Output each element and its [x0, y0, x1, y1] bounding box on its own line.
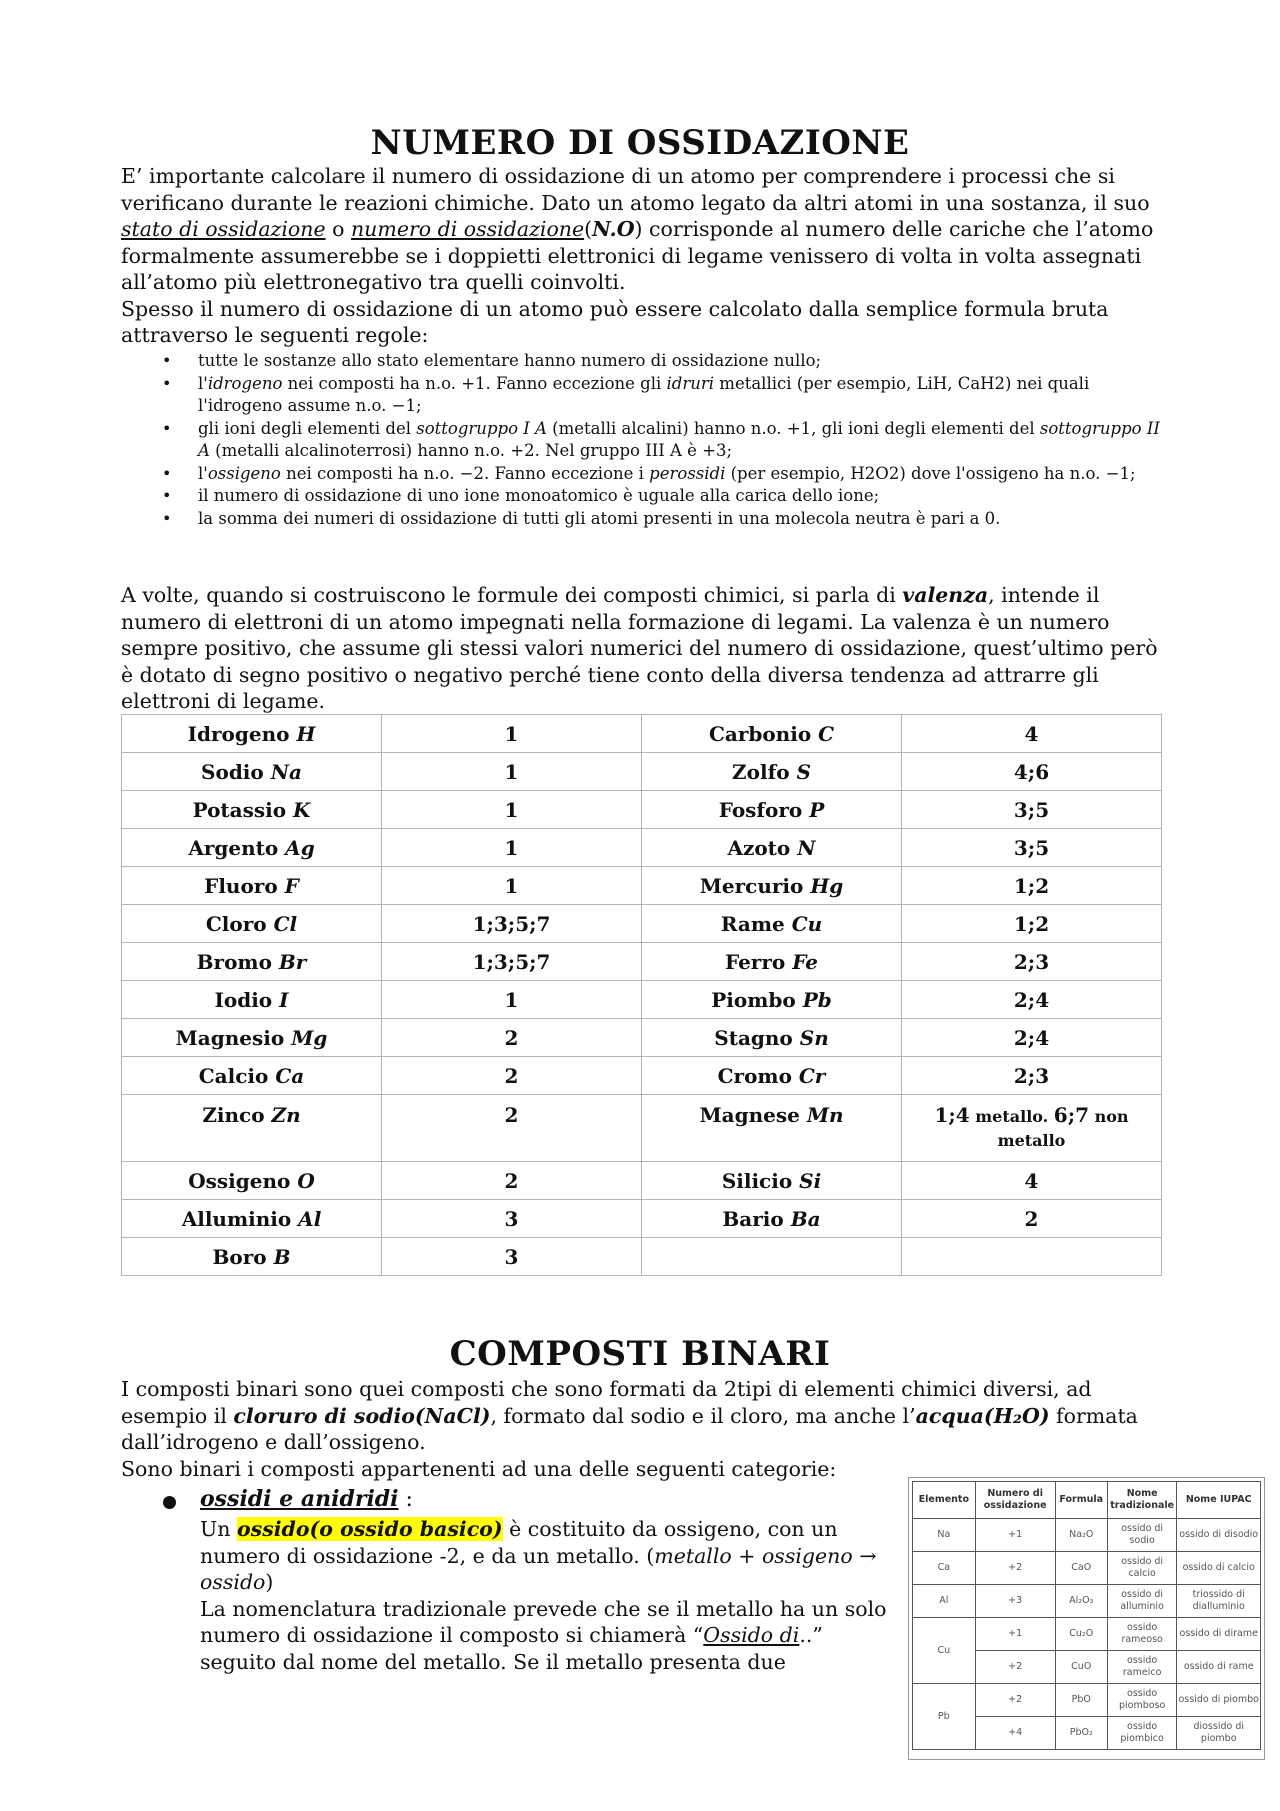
valence-cell: 1: [382, 753, 642, 791]
element-cell: Fluoro F: [122, 867, 382, 905]
categories-intro: Sono binari i composti appartenenti ad una delle seguenti categorie:: [121, 1457, 837, 1481]
table-row: [913, 1519, 1261, 1552]
rules-intro: Spesso il numero di ossidazione di un atomo può essere calcolato dalla semplice formula bruta attraverso le seguenti regole:: [121, 296, 1109, 347]
valence-cell: 2: [382, 1019, 642, 1057]
cell-formula: Al₂O₃: [1055, 1585, 1107, 1618]
cell-element: Cu: [913, 1618, 976, 1684]
element-cell: Piombo Pb: [642, 981, 902, 1019]
cell-trad-name: ossido di sodio: [1107, 1519, 1177, 1552]
valence-cell: 3;5: [902, 829, 1162, 867]
rule-item: • il numero di ossidazione di uno ione monoatomico è uguale alla carica dello ione;: [160, 485, 1170, 508]
table-row: [122, 905, 1162, 943]
valence-cell: 1: [382, 981, 642, 1019]
cell-iupac-name: diossido di piombo: [1177, 1717, 1261, 1750]
cell-ox-number: +2: [975, 1651, 1055, 1684]
table-row: [122, 1200, 1162, 1238]
table-row: [122, 1057, 1162, 1095]
element-cell: Bario Ba: [642, 1200, 902, 1238]
cell-ox-number: +1: [975, 1519, 1055, 1552]
valence-cell: 1;4 metallo. 6;7 non metallo: [902, 1095, 1162, 1162]
section-title-binari: COMPOSTI BINARI: [449, 1334, 831, 1374]
cell-formula: CuO: [1055, 1651, 1107, 1684]
cell-formula: CaO: [1055, 1552, 1107, 1585]
table-row: [122, 1019, 1162, 1057]
term-ossido-highlight: ossido(o ossido basico): [237, 1517, 503, 1541]
valence-cell: 1;2: [902, 905, 1162, 943]
element-cell: Azoto N: [642, 829, 902, 867]
cell-ox-number: +1: [975, 1618, 1055, 1651]
table-row: [122, 791, 1162, 829]
element-cell: Sodio Na: [122, 753, 382, 791]
table-row: [122, 1238, 1162, 1276]
valence-cell: 1: [382, 829, 642, 867]
element-cell: Fosforo P: [642, 791, 902, 829]
column-header: Formula: [1055, 1482, 1107, 1519]
element-cell: Zolfo S: [642, 753, 902, 791]
table-row: [122, 867, 1162, 905]
valence-cell: 2: [382, 1057, 642, 1095]
cell-element: Pb: [913, 1684, 976, 1750]
column-header: Nome IUPAC: [1177, 1482, 1261, 1519]
valence-cell: [902, 1238, 1162, 1276]
cell-formula: Na₂O: [1055, 1519, 1107, 1552]
valence-cell: 2;3: [902, 1057, 1162, 1095]
cell-element: Na: [913, 1519, 976, 1552]
table-row: [913, 1585, 1261, 1618]
element-cell: [642, 1238, 902, 1276]
element-cell: Carbonio C: [642, 715, 902, 753]
element-cell: Silicio Si: [642, 1162, 902, 1200]
page-title: NUMERO DI OSSIDAZIONE: [370, 123, 910, 163]
table-row: [913, 1618, 1261, 1651]
term-cloruro-di-sodio: cloruro di sodio(NaCl): [233, 1403, 491, 1428]
valence-cell: 3: [382, 1238, 642, 1276]
binari-paragraph: I composti binari sono quei composti che sono formati da 2tipi di elementi chimici diversi, ad esempio il cloruro di sodio(NaCl), formato dal sodio e il cloro, ma anche l’acqua(H₂O) formata dall’idrogeno e dall’ossigeno.: [121, 1377, 1138, 1454]
element-cell: Ossigeno O: [122, 1162, 382, 1200]
table-row: [122, 943, 1162, 981]
intro-paragraph: E’ importante calcolare il numero di ossidazione di un atomo per comprendere i processi che si verificano durante le reazioni chimiche. Dato un atomo legato da altri atomi in una sostanza, il suo stato di ossidazione o numero di ossidazione(N.O) corrisponde al numero delle cariche che l’atomo formalmente assumerebbe se i doppietti elettronici di legame venissero di volta in volta assegnati all’atomo più elettronegativo tra quelli coinvolti. Spesso il numero di ossidazione di un atomo può essere calcolato dalla semplice formula bruta attraverso le seguenti regole:: [121, 164, 1154, 347]
table-row: [122, 1162, 1162, 1200]
element-cell: Zinco Zn: [122, 1095, 382, 1162]
element-cell: Stagno Sn: [642, 1019, 902, 1057]
cell-trad-name: ossido piomboso: [1107, 1684, 1177, 1717]
valence-cell: 2;3: [902, 943, 1162, 981]
element-cell: Potassio K: [122, 791, 382, 829]
column-header: Elemento: [913, 1482, 976, 1519]
element-cell: Ferro Fe: [642, 943, 902, 981]
cell-iupac-name: ossido di piombo: [1177, 1684, 1261, 1717]
element-cell: Rame Cu: [642, 905, 902, 943]
cell-trad-name: ossido di alluminio: [1107, 1585, 1177, 1618]
term-numero-di-ossidazione: numero di ossidazione: [350, 217, 585, 241]
cell-ox-number: +2: [975, 1684, 1055, 1717]
column-header: Numero di ossidazione: [975, 1482, 1055, 1519]
term-valenza: valenza: [902, 583, 989, 607]
term-stato-di-ossidazione: stato di ossidazione: [121, 217, 326, 241]
element-cell: Calcio Ca: [122, 1057, 382, 1095]
cell-ox-number: +2: [975, 1552, 1055, 1585]
table-row: [122, 1095, 1162, 1162]
valence-cell: 2;4: [902, 1019, 1162, 1057]
cell-iupac-name: ossido di dirame: [1177, 1618, 1261, 1651]
valence-cell: 2: [382, 1095, 642, 1162]
element-cell: Idrogeno H: [122, 715, 382, 753]
cell-element: Ca: [913, 1552, 976, 1585]
term-acqua: acqua(H₂O): [915, 1403, 1050, 1428]
valence-cell: 1: [382, 867, 642, 905]
valence-cell: 2: [902, 1200, 1162, 1238]
table-header-row: [913, 1482, 1261, 1519]
valence-cell: 4: [902, 715, 1162, 753]
element-cell: Bromo Br: [122, 943, 382, 981]
element-cell: Cloro Cl: [122, 905, 382, 943]
valence-cell: 1: [382, 791, 642, 829]
table-row: [122, 829, 1162, 867]
valence-cell: 3: [382, 1200, 642, 1238]
valence-cell: 4: [902, 1162, 1162, 1200]
table-row: [913, 1684, 1261, 1717]
cell-trad-name: ossido rameoso: [1107, 1618, 1177, 1651]
cell-iupac-name: ossido di rame: [1177, 1651, 1261, 1684]
ossido-paragraph: Un ossido(o ossido basico) è costituito da ossigeno, con un numero di ossidazione -2, e da un metallo. (metallo + ossigeno → ossido) La nomenclatura tradizionale prevede che se il metallo ha un solo numero di ossidazione il composto si chiamerà “Ossido di..” seguito dal nome del metallo. Se il metallo presenta due: [200, 1517, 887, 1674]
element-cell: Boro B: [122, 1238, 382, 1276]
bullet-icon: [163, 1496, 176, 1509]
oxide-table: [912, 1481, 1261, 1750]
valence-cell: 1;3;5;7: [382, 943, 642, 981]
rule-item: • la somma dei numeri di ossidazione di tutti gli atomi presenti in una molecola neutra è pari a 0.: [160, 508, 1170, 531]
table-row: [122, 715, 1162, 753]
valence-cell: 1;2: [902, 867, 1162, 905]
table-row: [122, 753, 1162, 791]
cell-trad-name: ossido rameico: [1107, 1651, 1177, 1684]
element-cell: Mercurio Hg: [642, 867, 902, 905]
rule-item: • gli ioni degli elementi del sottogruppo I A (metalli alcalini) hanno n.o. +1, gli ioni degli elementi del sottogruppo II A (metalli alcalinoterrosi) hanno n.o. +2. Nel gruppo III A è +3;: [160, 418, 1170, 463]
valence-cell: 4;6: [902, 753, 1162, 791]
cell-element: Al: [913, 1585, 976, 1618]
element-cell: Cromo Cr: [642, 1057, 902, 1095]
cell-iupac-name: ossido di calcio: [1177, 1552, 1261, 1585]
cell-ox-number: +4: [975, 1717, 1055, 1750]
valence-paragraph: A volte, quando si costruiscono le formule dei composti chimici, si parla di valenza, intende il numero di elettroni di un atomo impegnati nella formazione di legami. La valenza è un numero sempre positivo, che assume gli stessi valori numerici del numero di ossidazione, quest’ultimo però è dotato di segno positivo o negativo perché tiene conto della diversa tendenza ad attrarre gli elettroni di legame.: [121, 583, 1158, 713]
cell-ox-number: +3: [975, 1585, 1055, 1618]
cell-iupac-name: triossido di dialluminio: [1177, 1585, 1261, 1618]
cell-trad-name: ossido di calcio: [1107, 1552, 1177, 1585]
table-row: [122, 981, 1162, 1019]
element-cell: Magnesio Mg: [122, 1019, 382, 1057]
rule-item: • l'ossigeno nei composti ha n.o. −2. Fanno eccezione i perossidi (per esempio, H2O2) dove l'ossigeno ha n.o. −1;: [160, 463, 1170, 486]
valence-cell: 3;5: [902, 791, 1162, 829]
valence-cell: 2: [382, 1162, 642, 1200]
table-row: [913, 1552, 1261, 1585]
element-cell: Alluminio Al: [122, 1200, 382, 1238]
cell-formula: PbO: [1055, 1684, 1107, 1717]
column-header: Nome tradizionale: [1107, 1482, 1177, 1519]
valence-cell: 1;3;5;7: [382, 905, 642, 943]
rule-item: • tutte le sostanze allo stato elementare hanno numero di ossidazione nullo;: [160, 350, 1170, 373]
cell-iupac-name: ossido di disodio: [1177, 1519, 1261, 1552]
abbr-no: N.O: [592, 217, 635, 241]
rule-item: • l'idrogeno nei composti ha n.o. +1. Fanno eccezione gli idruri metallici (per esempio, LiH, CaH2) nei quali l'idrogeno assume n.o. −1;: [160, 373, 1170, 418]
cell-formula: Cu₂O: [1055, 1618, 1107, 1651]
cell-formula: PbO₂: [1055, 1717, 1107, 1750]
bullet-heading: ossidi e anidridi :: [200, 1486, 413, 1512]
element-cell: Magnese Mn: [642, 1095, 902, 1162]
valence-table: [121, 714, 1162, 1276]
element-cell: Argento Ag: [122, 829, 382, 867]
valence-cell: 1: [382, 715, 642, 753]
cell-trad-name: ossido piombico: [1107, 1717, 1177, 1750]
element-cell: Iodio I: [122, 981, 382, 1019]
rules-list: [160, 350, 1170, 530]
valence-cell: 2;4: [902, 981, 1162, 1019]
